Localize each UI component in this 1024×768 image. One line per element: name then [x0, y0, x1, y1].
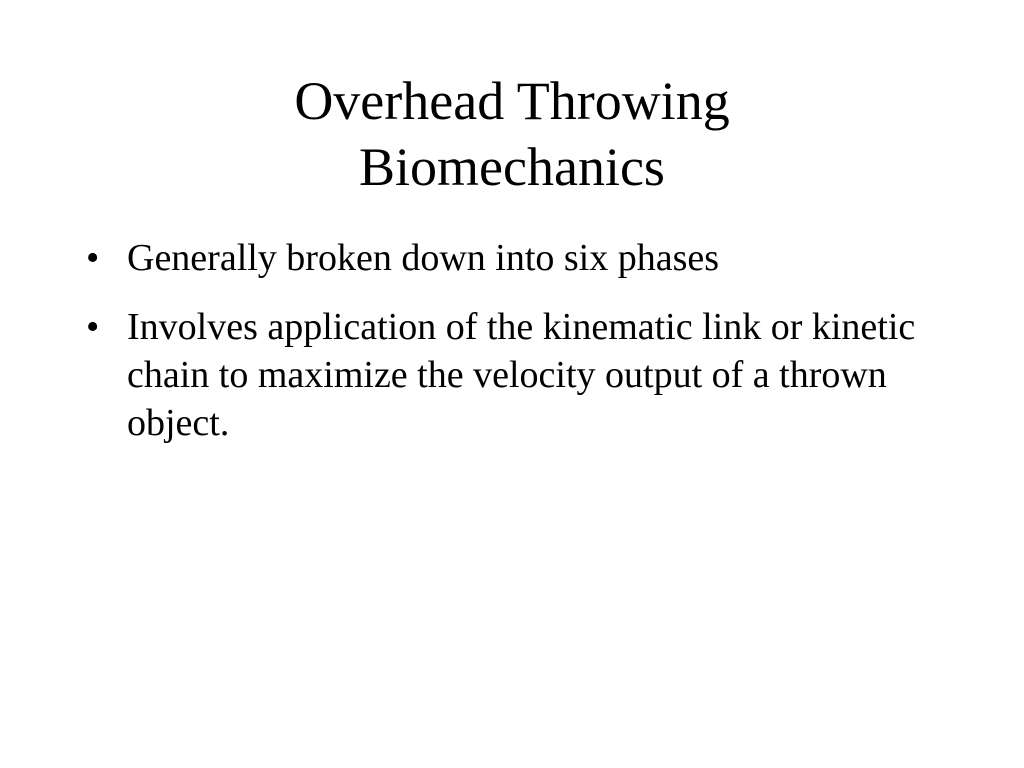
slide-title-line-2: Biomechanics: [359, 137, 665, 197]
bullet-text: Involves application of the kinematic link or kinetic chain to maximize the velocity output of a thrown object.: [127, 306, 916, 444]
bullet-item: [86, 303, 966, 447]
bullet-text: Generally broken down into six phases: [127, 237, 720, 279]
bullet-item: [86, 234, 966, 282]
slide-title-line-1: Overhead Throwing: [294, 71, 730, 131]
slide-title: [80, 68, 944, 200]
bullet-list: [86, 234, 966, 468]
bullet-dot-icon: •: [86, 306, 100, 348]
bullet-dot-icon: •: [86, 237, 100, 279]
